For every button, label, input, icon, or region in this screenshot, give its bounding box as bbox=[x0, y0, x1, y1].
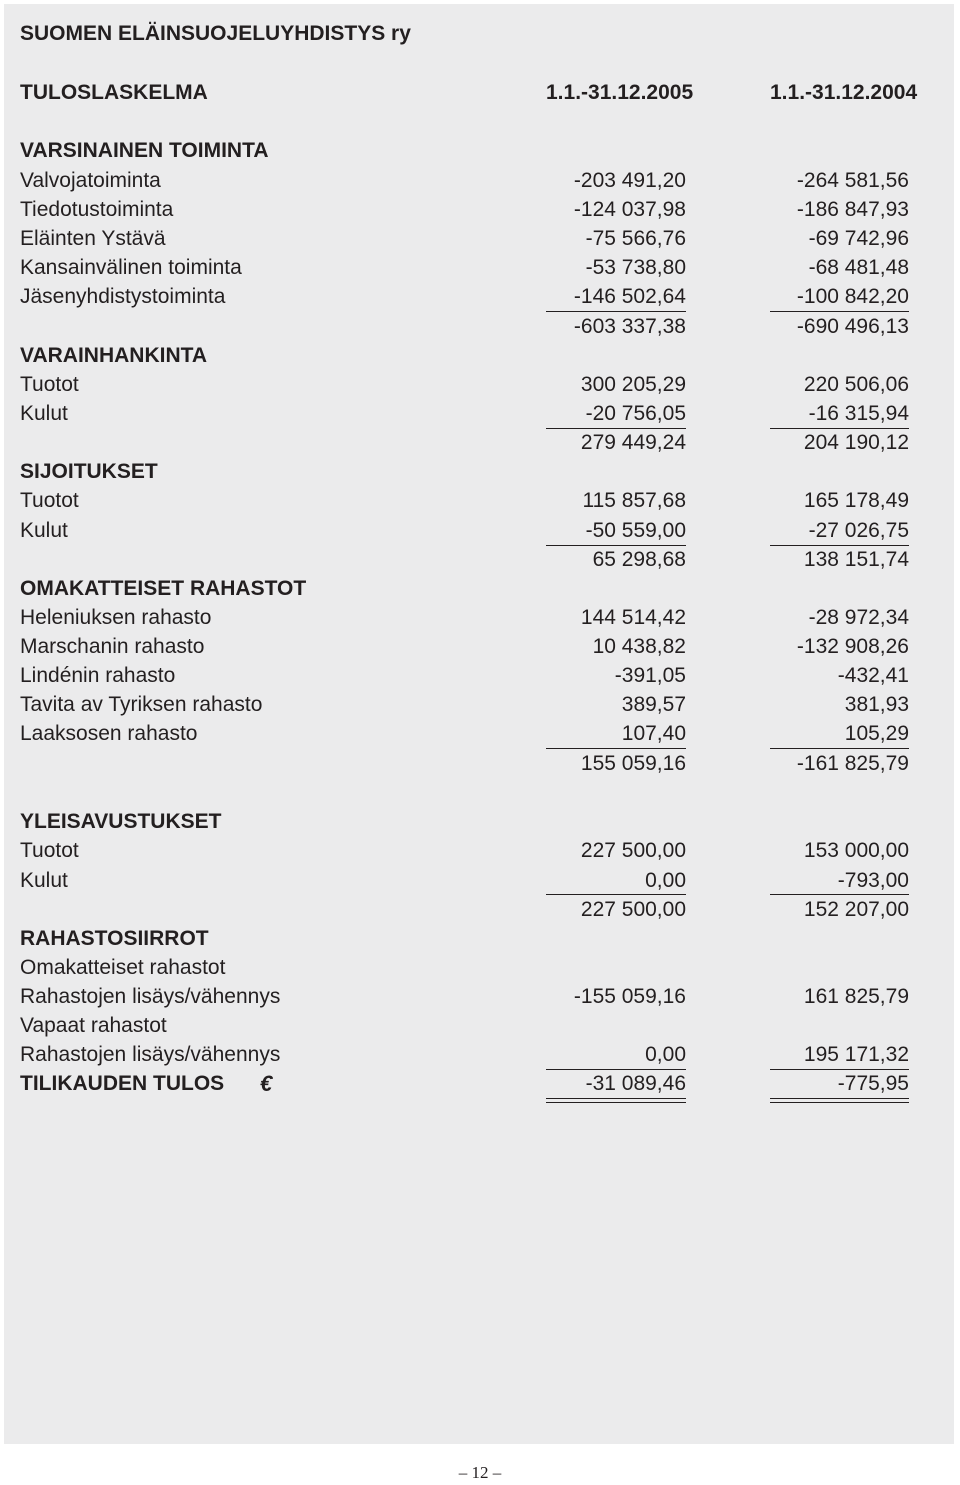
value-2004: -186 847,93 bbox=[796, 198, 909, 221]
row-label: Valvojatoiminta bbox=[20, 169, 161, 192]
value-2005: 0,00 bbox=[645, 1043, 686, 1066]
section-heading: VARSINAINEN TOIMINTA bbox=[20, 139, 269, 162]
value-2005: -75 566,76 bbox=[585, 227, 686, 250]
row-label: Tuotot bbox=[20, 839, 79, 862]
period-2005-header: 1.1.-31.12.2005 bbox=[546, 81, 694, 104]
section-heading: YLEISAVUSTUKSET bbox=[20, 810, 222, 833]
table-row bbox=[0, 982, 960, 1011]
period-2004-header: 1.1.-31.12.2004 bbox=[770, 81, 918, 104]
value-2005: -146 502,64 bbox=[573, 285, 686, 308]
subtotal-2005: 227 500,00 bbox=[580, 898, 686, 921]
table-row bbox=[0, 282, 960, 311]
value-2004: -28 972,34 bbox=[808, 606, 909, 629]
value-2004: 153 000,00 bbox=[803, 839, 909, 862]
value-2005: -20 756,05 bbox=[585, 402, 686, 425]
row-label: Jäsenyhdistystoiminta bbox=[20, 285, 226, 308]
table-row bbox=[0, 836, 960, 865]
value-2005: 389,57 bbox=[621, 693, 686, 716]
table-row bbox=[0, 603, 960, 632]
value-2005: 227 500,00 bbox=[580, 839, 686, 862]
row-label: Eläinten Ystävä bbox=[20, 227, 166, 250]
value-2004: -68 481,48 bbox=[808, 256, 909, 279]
row-label: Laaksosen rahasto bbox=[20, 722, 198, 745]
row-label: Rahastojen lisäys/vähennys bbox=[20, 985, 281, 1008]
value-2004: -100 842,20 bbox=[796, 285, 909, 308]
value-2004: 105,29 bbox=[844, 722, 909, 745]
table-row bbox=[0, 866, 960, 895]
value-2004: -16 315,94 bbox=[808, 402, 909, 425]
value-2005: -203 491,20 bbox=[573, 169, 686, 192]
section-heading-sijoitukset bbox=[0, 457, 960, 486]
subsection-label: Vapaat rahastot bbox=[20, 1014, 167, 1037]
value-2005: 300 205,29 bbox=[580, 373, 686, 396]
section-heading: OMAKATTEISET RAHASTOT bbox=[20, 577, 307, 600]
subtotal-row bbox=[0, 895, 960, 924]
table-row bbox=[0, 690, 960, 719]
subtotal-row bbox=[0, 312, 960, 341]
value-2004: -793,00 bbox=[837, 869, 909, 892]
value-2004: 165 178,49 bbox=[803, 489, 909, 512]
section-heading-omakatteiset bbox=[0, 574, 960, 603]
value-2004: 381,93 bbox=[844, 693, 909, 716]
value-2005: 107,40 bbox=[621, 722, 686, 745]
value-2004: -69 742,96 bbox=[808, 227, 909, 250]
subsection-label-row bbox=[0, 953, 960, 982]
section-heading-rahastosiirrot bbox=[0, 924, 960, 953]
section-heading-varsinainen bbox=[0, 136, 960, 165]
section-heading: SIJOITUKSET bbox=[20, 460, 158, 483]
row-label: Tiedotustoiminta bbox=[20, 198, 174, 221]
subtotal-2005: 65 298,68 bbox=[592, 548, 686, 571]
value-2004: -27 026,75 bbox=[808, 519, 909, 542]
subtotal-row bbox=[0, 545, 960, 574]
row-label: Lindénin rahasto bbox=[20, 664, 176, 687]
row-label: Kulut bbox=[20, 519, 68, 542]
value-2004: -432,41 bbox=[837, 664, 909, 687]
table-row bbox=[0, 486, 960, 515]
value-2005: 0,00 bbox=[645, 869, 686, 892]
subtotal-2005: 155 059,16 bbox=[580, 752, 686, 775]
subtotal-2004: 152 207,00 bbox=[803, 898, 909, 921]
value-2005: 10 438,82 bbox=[592, 635, 686, 658]
total-double-rule bbox=[770, 1098, 909, 1099]
table-row bbox=[0, 1040, 960, 1069]
subtotal-row bbox=[0, 428, 960, 457]
statement-title: TULOSLASKELMA bbox=[20, 81, 208, 104]
subtotal-row bbox=[0, 749, 960, 778]
value-2005: 144 514,42 bbox=[580, 606, 686, 629]
table-row bbox=[0, 166, 960, 195]
total-double-rule bbox=[770, 1102, 909, 1103]
subtotal-2005: 279 449,24 bbox=[580, 431, 686, 454]
subtotal-2004: 204 190,12 bbox=[803, 431, 909, 454]
value-2004: 195 171,32 bbox=[803, 1043, 909, 1066]
subsection-label: Omakatteiset rahastot bbox=[20, 956, 226, 979]
subtotal-2004: -161 825,79 bbox=[796, 752, 909, 775]
subtotal-2004: 138 151,74 bbox=[803, 548, 909, 571]
table-row bbox=[0, 661, 960, 690]
page-number: – 12 – bbox=[458, 1463, 502, 1482]
row-label: Heleniuksen rahasto bbox=[20, 606, 212, 629]
table-row bbox=[0, 516, 960, 545]
value-2004: 220 506,06 bbox=[803, 373, 909, 396]
row-label: Rahastojen lisäys/vähennys bbox=[20, 1043, 281, 1066]
row-label: Tavita av Tyriksen rahasto bbox=[20, 693, 263, 716]
value-2005: -124 037,98 bbox=[573, 198, 686, 221]
table-row bbox=[0, 195, 960, 224]
value-2004: -132 908,26 bbox=[796, 635, 909, 658]
value-2005: -50 559,00 bbox=[585, 519, 686, 542]
result-2004: -775,95 bbox=[837, 1072, 909, 1095]
result-row bbox=[0, 1069, 960, 1098]
subtotal-2004: -690 496,13 bbox=[796, 315, 909, 338]
row-label: Tuotot bbox=[20, 489, 79, 512]
table-row bbox=[0, 399, 960, 428]
table-row bbox=[0, 253, 960, 282]
value-2004: 161 825,79 bbox=[803, 985, 909, 1008]
section-heading: RAHASTOSIIRROT bbox=[20, 927, 209, 950]
value-2004: -264 581,56 bbox=[796, 169, 909, 192]
value-2005: -53 738,80 bbox=[585, 256, 686, 279]
table-row bbox=[0, 719, 960, 748]
result-label: TILIKAUDEN TULOS bbox=[20, 1072, 225, 1095]
value-2005: 115 857,68 bbox=[582, 489, 686, 512]
section-heading-varainhankinta bbox=[0, 341, 960, 370]
subtotal-2005: -603 337,38 bbox=[573, 315, 686, 338]
table-row bbox=[0, 224, 960, 253]
table-row bbox=[0, 632, 960, 661]
total-double-rule bbox=[546, 1098, 686, 1099]
organization-name: SUOMEN ELÄINSUOJELUYHDISTYS ry bbox=[20, 22, 411, 45]
euro-symbol: € bbox=[260, 1071, 273, 1096]
section-heading: VARAINHANKINTA bbox=[20, 344, 208, 367]
row-label: Tuotot bbox=[20, 373, 79, 396]
row-label: Kulut bbox=[20, 869, 68, 892]
total-double-rule bbox=[546, 1102, 686, 1103]
statement-header-row bbox=[0, 78, 960, 107]
value-2005: -155 059,16 bbox=[573, 985, 686, 1008]
section-heading-yleisavustukset bbox=[0, 807, 960, 836]
value-2005: -391,05 bbox=[614, 664, 686, 687]
row-label: Kulut bbox=[20, 402, 68, 425]
result-2005: -31 089,46 bbox=[585, 1072, 686, 1095]
row-label: Marschanin rahasto bbox=[20, 635, 205, 658]
subsection-label-row bbox=[0, 1011, 960, 1040]
table-row bbox=[0, 370, 960, 399]
row-label: Kansainvälinen toiminta bbox=[20, 256, 242, 279]
